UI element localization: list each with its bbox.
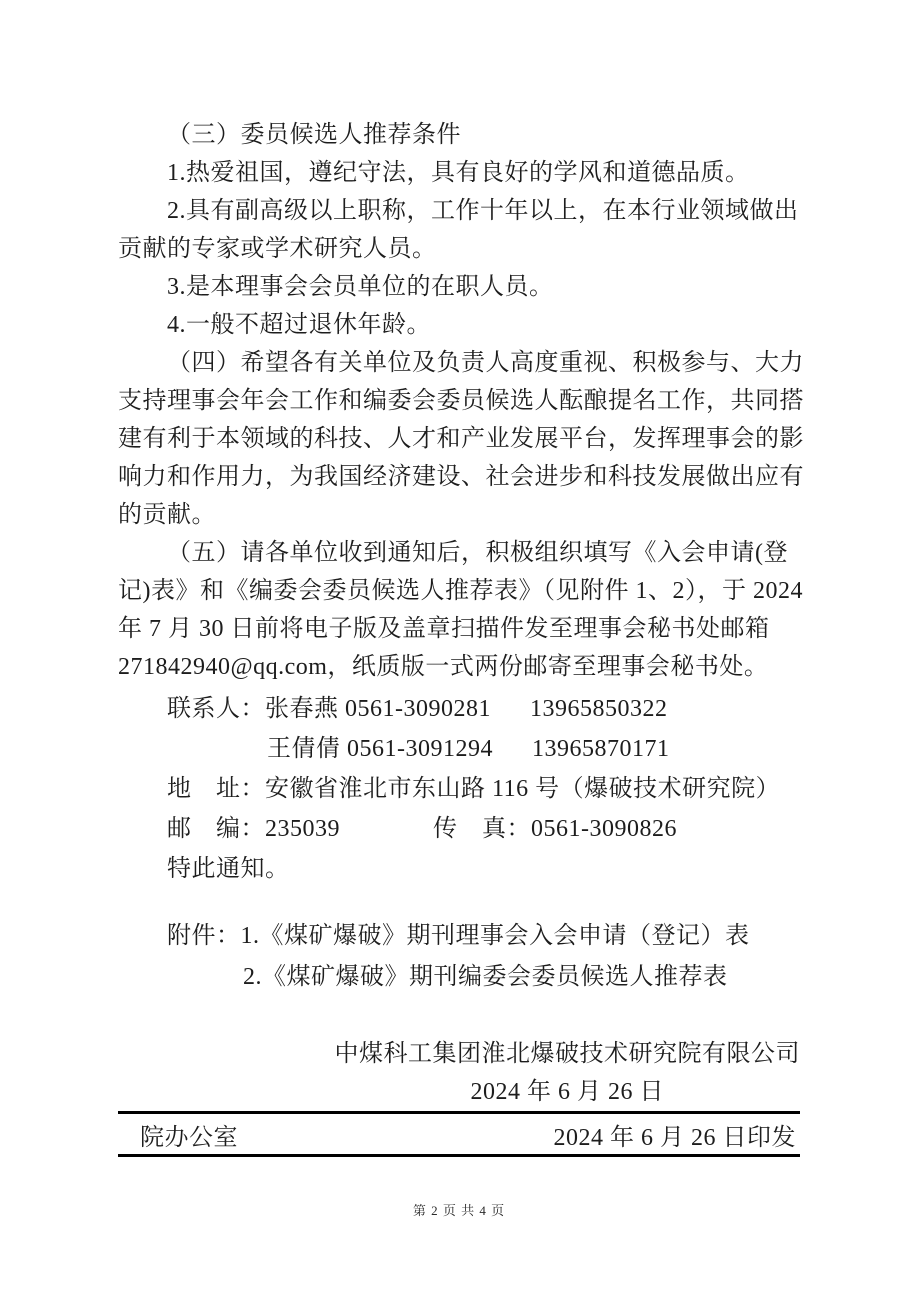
text-line: 3.是本理事会会员单位的在职人员。: [167, 274, 554, 300]
imprint-bar: [118, 1111, 800, 1157]
text-line: （四）希望各有关单位及负责人高度重视、积极参与、大力: [167, 350, 804, 376]
page-number-indicator: 第 2 页 共 4 页: [412, 1203, 506, 1218]
notice-content: [118, 116, 804, 1219]
text-line: 邮 编：235039 传 真：0561-3090826: [167, 816, 677, 842]
text-line: 王倩倩 0561-3091294 13965870171: [267, 736, 670, 762]
text-line: 响力和作用力，为我国经济建设、社会进步和科技发展做出应有: [118, 464, 804, 490]
signature-block: [335, 1035, 801, 1111]
text-line: （五）请各单位收到通知后，积极组织填写《入会申请(登: [167, 540, 788, 566]
text-line: （三）委员候选人推荐条件: [167, 122, 461, 148]
issuing-organization: 中煤科工集团淮北爆破技术研究院有限公司: [334, 1041, 800, 1067]
attachments-list: [118, 916, 800, 998]
contact-info: [118, 689, 800, 889]
text-line: 2.《煤矿爆破》期刊编委会委员候选人推荐表: [243, 964, 728, 990]
imprint-print-date: 2024 年 6 月 26 日印发: [553, 1124, 796, 1151]
text-line: 建有利于本领域的科技、人才和产业发展平台，发挥理事会的影: [118, 426, 804, 452]
text-line: 地 址：安徽省淮北市东山路 116 号（爆破技术研究院）: [167, 776, 781, 802]
text-line: 的贡献。: [118, 502, 216, 528]
imprint-office: 院办公室: [140, 1124, 238, 1151]
text-line: 附件：1.《煤矿爆破》期刊理事会入会申请（登记）表: [167, 923, 750, 949]
text-line: 1.热爱祖国，遵纪守法，具有良好的学风和道德品质。: [167, 160, 750, 186]
text-line: 2.具有副高级以上职称，工作十年以上，在本行业领域做出: [167, 198, 799, 224]
text-line: 联系人：张春燕 0561-3090281 13965850322: [167, 696, 668, 722]
text-line: 支持理事会年会工作和编委会委员候选人酝酿提名工作，共同搭: [118, 388, 804, 414]
text-line: 记)表》和《编委会委员候选人推荐表》（见附件 1、2），于 2024: [118, 578, 803, 604]
text-line: 271842940@qq.com，纸质版一式两份邮寄至理事会秘书处。: [118, 654, 769, 680]
text-line: 年 7 月 30 日前将电子版及盖章扫描件发至理事会秘书处邮箱: [118, 616, 770, 642]
text-line: 4.一般不超过退休年龄。: [167, 312, 431, 338]
issue-date: 2024 年 6 月 26 日: [470, 1079, 664, 1105]
body-paragraphs: [118, 116, 804, 686]
text-line: 贡献的专家或学术研究人员。: [118, 236, 437, 262]
text-line: 特此通知。: [167, 856, 290, 882]
